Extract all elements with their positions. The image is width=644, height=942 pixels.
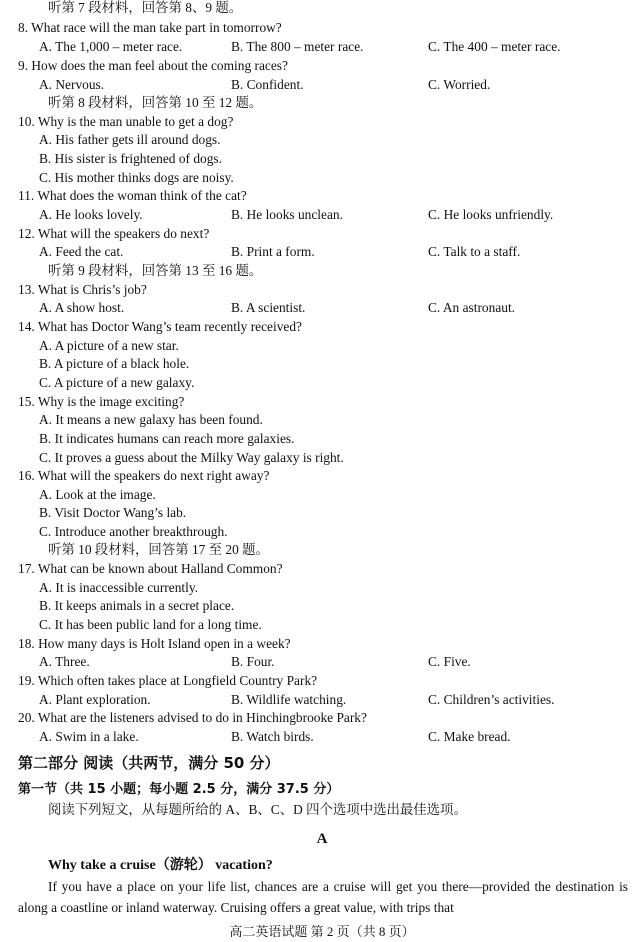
passage-title: Why take a cruise（游轮） vacation? bbox=[48, 858, 273, 873]
q12-option-c: C. Talk to a staff. bbox=[428, 244, 521, 259]
q17-option-b: B. It keeps animals in a secret place. bbox=[39, 598, 235, 613]
q8-option-b: B. The 800 – meter race. bbox=[231, 39, 364, 54]
question-13: 13. What is Chris’s job? bbox=[18, 282, 147, 297]
question-15: 15. Why is the image exciting? bbox=[18, 394, 185, 409]
question-10: 10. Why is the man unable to get a dog? bbox=[18, 114, 234, 129]
q13-option-c: C. An astronaut. bbox=[428, 300, 516, 315]
q14-option-b: B. A picture of a black hole. bbox=[39, 356, 190, 371]
q13-option-b: B. A scientist. bbox=[231, 300, 306, 315]
question-8: 8. What race will the man take part in tomorrow? bbox=[18, 20, 282, 35]
question-18: 18. How many days is Holt Island open in a week? bbox=[18, 636, 291, 651]
q19-option-c: C. Children’s activities. bbox=[428, 692, 555, 707]
q16-option-a: A. Look at the image. bbox=[39, 487, 156, 502]
q9-option-b: B. Confident. bbox=[231, 77, 304, 92]
q9-option-c: C. Worried. bbox=[428, 77, 491, 92]
q16-option-b: B. Visit Doctor Wang’s lab. bbox=[39, 505, 187, 520]
q19-option-a: A. Plant exploration. bbox=[39, 692, 151, 707]
q20-option-b: B. Watch birds. bbox=[231, 729, 314, 744]
q8-option-c: C. The 400 – meter race. bbox=[428, 39, 561, 54]
question-17: 17. What can be known about Halland Common? bbox=[18, 561, 283, 576]
q10-option-b: B. His sister is frightened of dogs. bbox=[39, 151, 222, 166]
q15-option-b: B. It indicates humans can reach more galaxies. bbox=[39, 431, 295, 446]
section-header-7: 听第 7 段材料，回答第 8、9 题。 bbox=[48, 0, 243, 15]
q11-option-c: C. He looks unfriendly. bbox=[428, 207, 554, 222]
q12-option-b: B. Print a form. bbox=[231, 244, 315, 259]
q18-option-b: B. Four. bbox=[231, 654, 275, 669]
q16-option-c: C. Introduce another breakthrough. bbox=[39, 524, 228, 539]
q18-option-a: A. Three. bbox=[39, 654, 90, 669]
q12-option-a: A. Feed the cat. bbox=[39, 244, 124, 259]
q10-option-c: C. His mother thinks dogs are noisy. bbox=[39, 170, 234, 185]
q9-option-a: A. Nervous. bbox=[39, 77, 105, 92]
part-two-title: 第二部分 阅读（共两节，满分 50 分） bbox=[18, 754, 280, 772]
reading-instruction: 阅读下列短文，从每题所给的 A、B、C、D 四个选项中选出最佳选项。 bbox=[48, 802, 467, 817]
q10-option-a: A. His father gets ill around dogs. bbox=[39, 132, 221, 147]
question-19: 19. Which often takes place at Longfield Country Park? bbox=[18, 673, 318, 688]
q11-option-a: A. He looks lovely. bbox=[39, 207, 143, 222]
q18-option-c: C. Five. bbox=[428, 654, 471, 669]
q19-option-b: B. Wildlife watching. bbox=[231, 692, 347, 707]
q17-option-a: A. It is inaccessible currently. bbox=[39, 580, 199, 595]
q15-option-c: C. It proves a guess about the Milky Way galaxy is right. bbox=[39, 450, 344, 465]
question-9: 9. How does the man feel about the coming races? bbox=[18, 58, 288, 73]
q11-option-b: B. He looks unclean. bbox=[231, 207, 343, 222]
question-14: 14. What has Doctor Wang’s team recently received? bbox=[18, 319, 302, 334]
q17-option-c: C. It has been public land for a long time. bbox=[39, 617, 262, 632]
question-20: 20. What are the listeners advised to do in Hinchingbrooke Park? bbox=[18, 710, 367, 725]
section-header-8: 听第 8 段材料，回答第 10 至 12 题。 bbox=[48, 95, 263, 110]
question-16: 16. What will the speakers do next right away? bbox=[18, 468, 270, 483]
q14-option-a: A. A picture of a new star. bbox=[39, 338, 179, 353]
passage-paragraph: If you have a place on your life list, chances are a cruise will get you there—provided the destination is along a coastline or inland waterway. Cruising offers a great value, with trips that bbox=[18, 879, 628, 915]
q14-option-c: C. A picture of a new galaxy. bbox=[39, 375, 195, 390]
section-one-title: 第一节（共 15 小题；每小题 2.5 分，满分 37.5 分） bbox=[18, 782, 340, 797]
question-11: 11. What does the woman think of the cat? bbox=[18, 188, 247, 203]
q15-option-a: A. It means a new galaxy has been found. bbox=[39, 412, 263, 427]
q13-option-a: A. A show host. bbox=[39, 300, 125, 315]
page-footer: 高二英语试题 第 2 页（共 8 页） bbox=[229, 924, 415, 939]
passage-letter: A bbox=[316, 831, 328, 847]
section-header-10: 听第 10 段材料，回答第 17 至 20 题。 bbox=[48, 542, 269, 557]
q20-option-a: A. Swim in a lake. bbox=[39, 729, 139, 744]
section-header-9: 听第 9 段材料，回答第 13 至 16 题。 bbox=[48, 263, 263, 278]
q8-option-a: A. The 1,000 – meter race. bbox=[39, 39, 183, 54]
q20-option-c: C. Make bread. bbox=[428, 729, 511, 744]
question-12: 12. What will the speakers do next? bbox=[18, 226, 210, 241]
